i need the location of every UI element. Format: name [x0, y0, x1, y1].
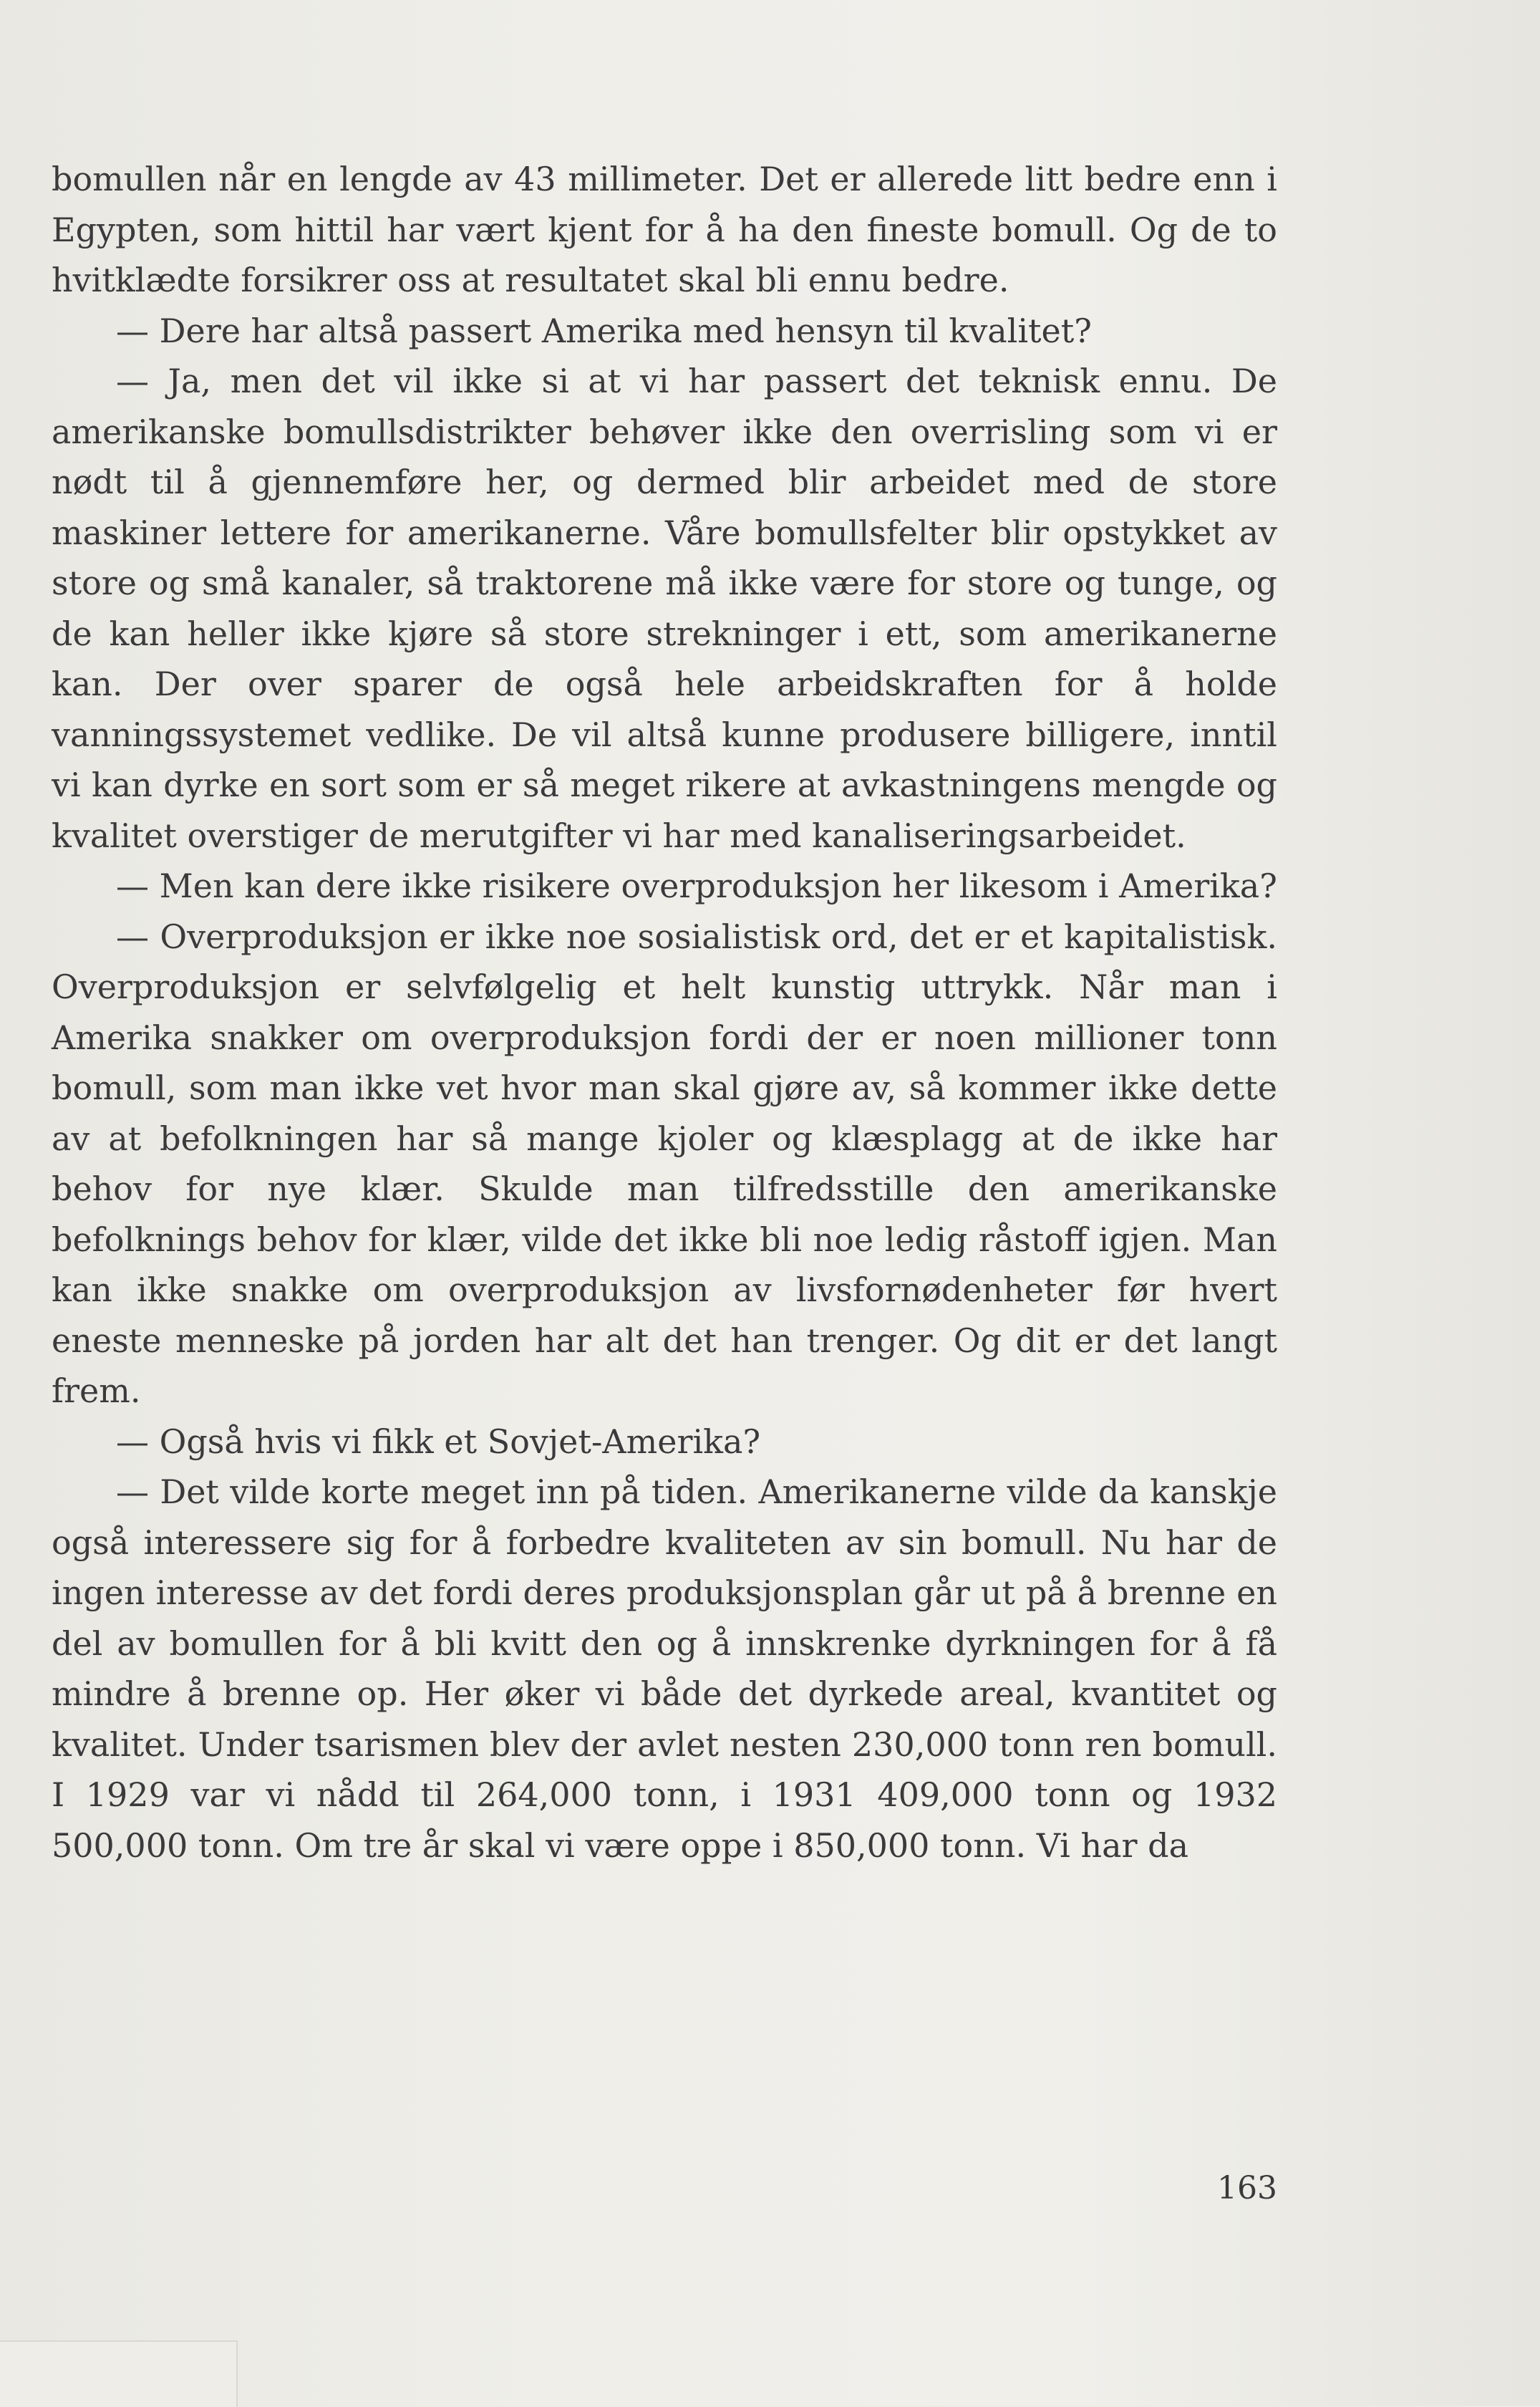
paragraph: — Dere har altså passert Amerika med hensyn til kvalitet? [116, 311, 1092, 350]
paragraph: — Også hvis vi fikk et Sovjet-Amerika? [116, 1422, 761, 1461]
paragraph: bomullen når en lengde av 43 millimeter. Det er allerede litt bedre enn i Egypten, som hittil har vært kjent for å ha den fineste bomull. Og de to hvitklædte forsikrer oss at resultatet skal bli ennu bedre. [52, 160, 1277, 299]
paragraph: — Ja, men det vil ikke si at vi har passert det teknisk ennu. De amerikanske bomullsdistrikter behøver ikke den overrisling som vi er nødt til å gjennemføre her, og dermed blir arbeidet med de store maskiner lettere for amerikanerne. Våre bomullsfelter blir opstykket av store og små kanaler, så traktorene må ikke være for store og tunge, og de kan heller ikke kjøre så store strekninger i ett, som amerikanerne kan. Der over sparer de også hele arbeidskraften for å holde vanningssystemet vedlike. De vil altså kunne produsere billigere, inntil vi kan dyrke en sort som er så meget rikere at avkastningens mengde og kvalitet overstiger de merutgifter vi har med kanaliseringsarbeidet. [52, 362, 1277, 855]
scan-corner-mark [0, 2340, 238, 2407]
body-text [52, 154, 1277, 1871]
paragraph: — Overproduksjon er ikke noe sosialistisk ord, det er et kapitalistisk. Overproduksjon er selvfølgelig et helt kunstig uttrykk. Når man i Amerika snakker om overproduksjon fordi der er noen millioner tonn bomull, som man ikke vet hvor man skal gjøre av, så kommer ikke dette av at befolkningen har så mange kjoler og klæsplagg at de ikke har behov for nye klær. Skulde man tilfredsstille den amerikanske befolknings behov for klær, vilde det ikke bli noe ledig råstoff igjen. Man kan ikke snakke om overproduksjon av livsfornødenheter før hvert eneste menneske på jorden har alt det han trenger. Og dit er det langt frem. [52, 917, 1277, 1410]
paragraph: — Men kan dere ikke risikere overproduksjon her likesom i Amerika? [116, 867, 1277, 905]
paragraph: — Det vilde korte meget inn på tiden. Amerikanerne vilde da kanskje også interessere sig for å forbedre kvaliteten av sin bomull. Nu har de ingen interesse av det fordi deres produksjonsplan går ut på å brenne en del av bomullen for å bli kvitt den og å innskrenke dyrkningen for å få mindre å brenne op. Her øker vi både det dyrkede areal, kvantitet og kvalitet. Under tsarismen blev der avlet nesten 230,000 tonn ren bomull. I 1929 var vi nådd til 264,000 tonn, i 1931 409,000 tonn og 1932 500,000 tonn. Om tre år skal vi være oppe i 850,000 tonn. Vi har da [52, 1472, 1277, 1865]
page-number: 163 [1217, 2170, 1277, 2206]
